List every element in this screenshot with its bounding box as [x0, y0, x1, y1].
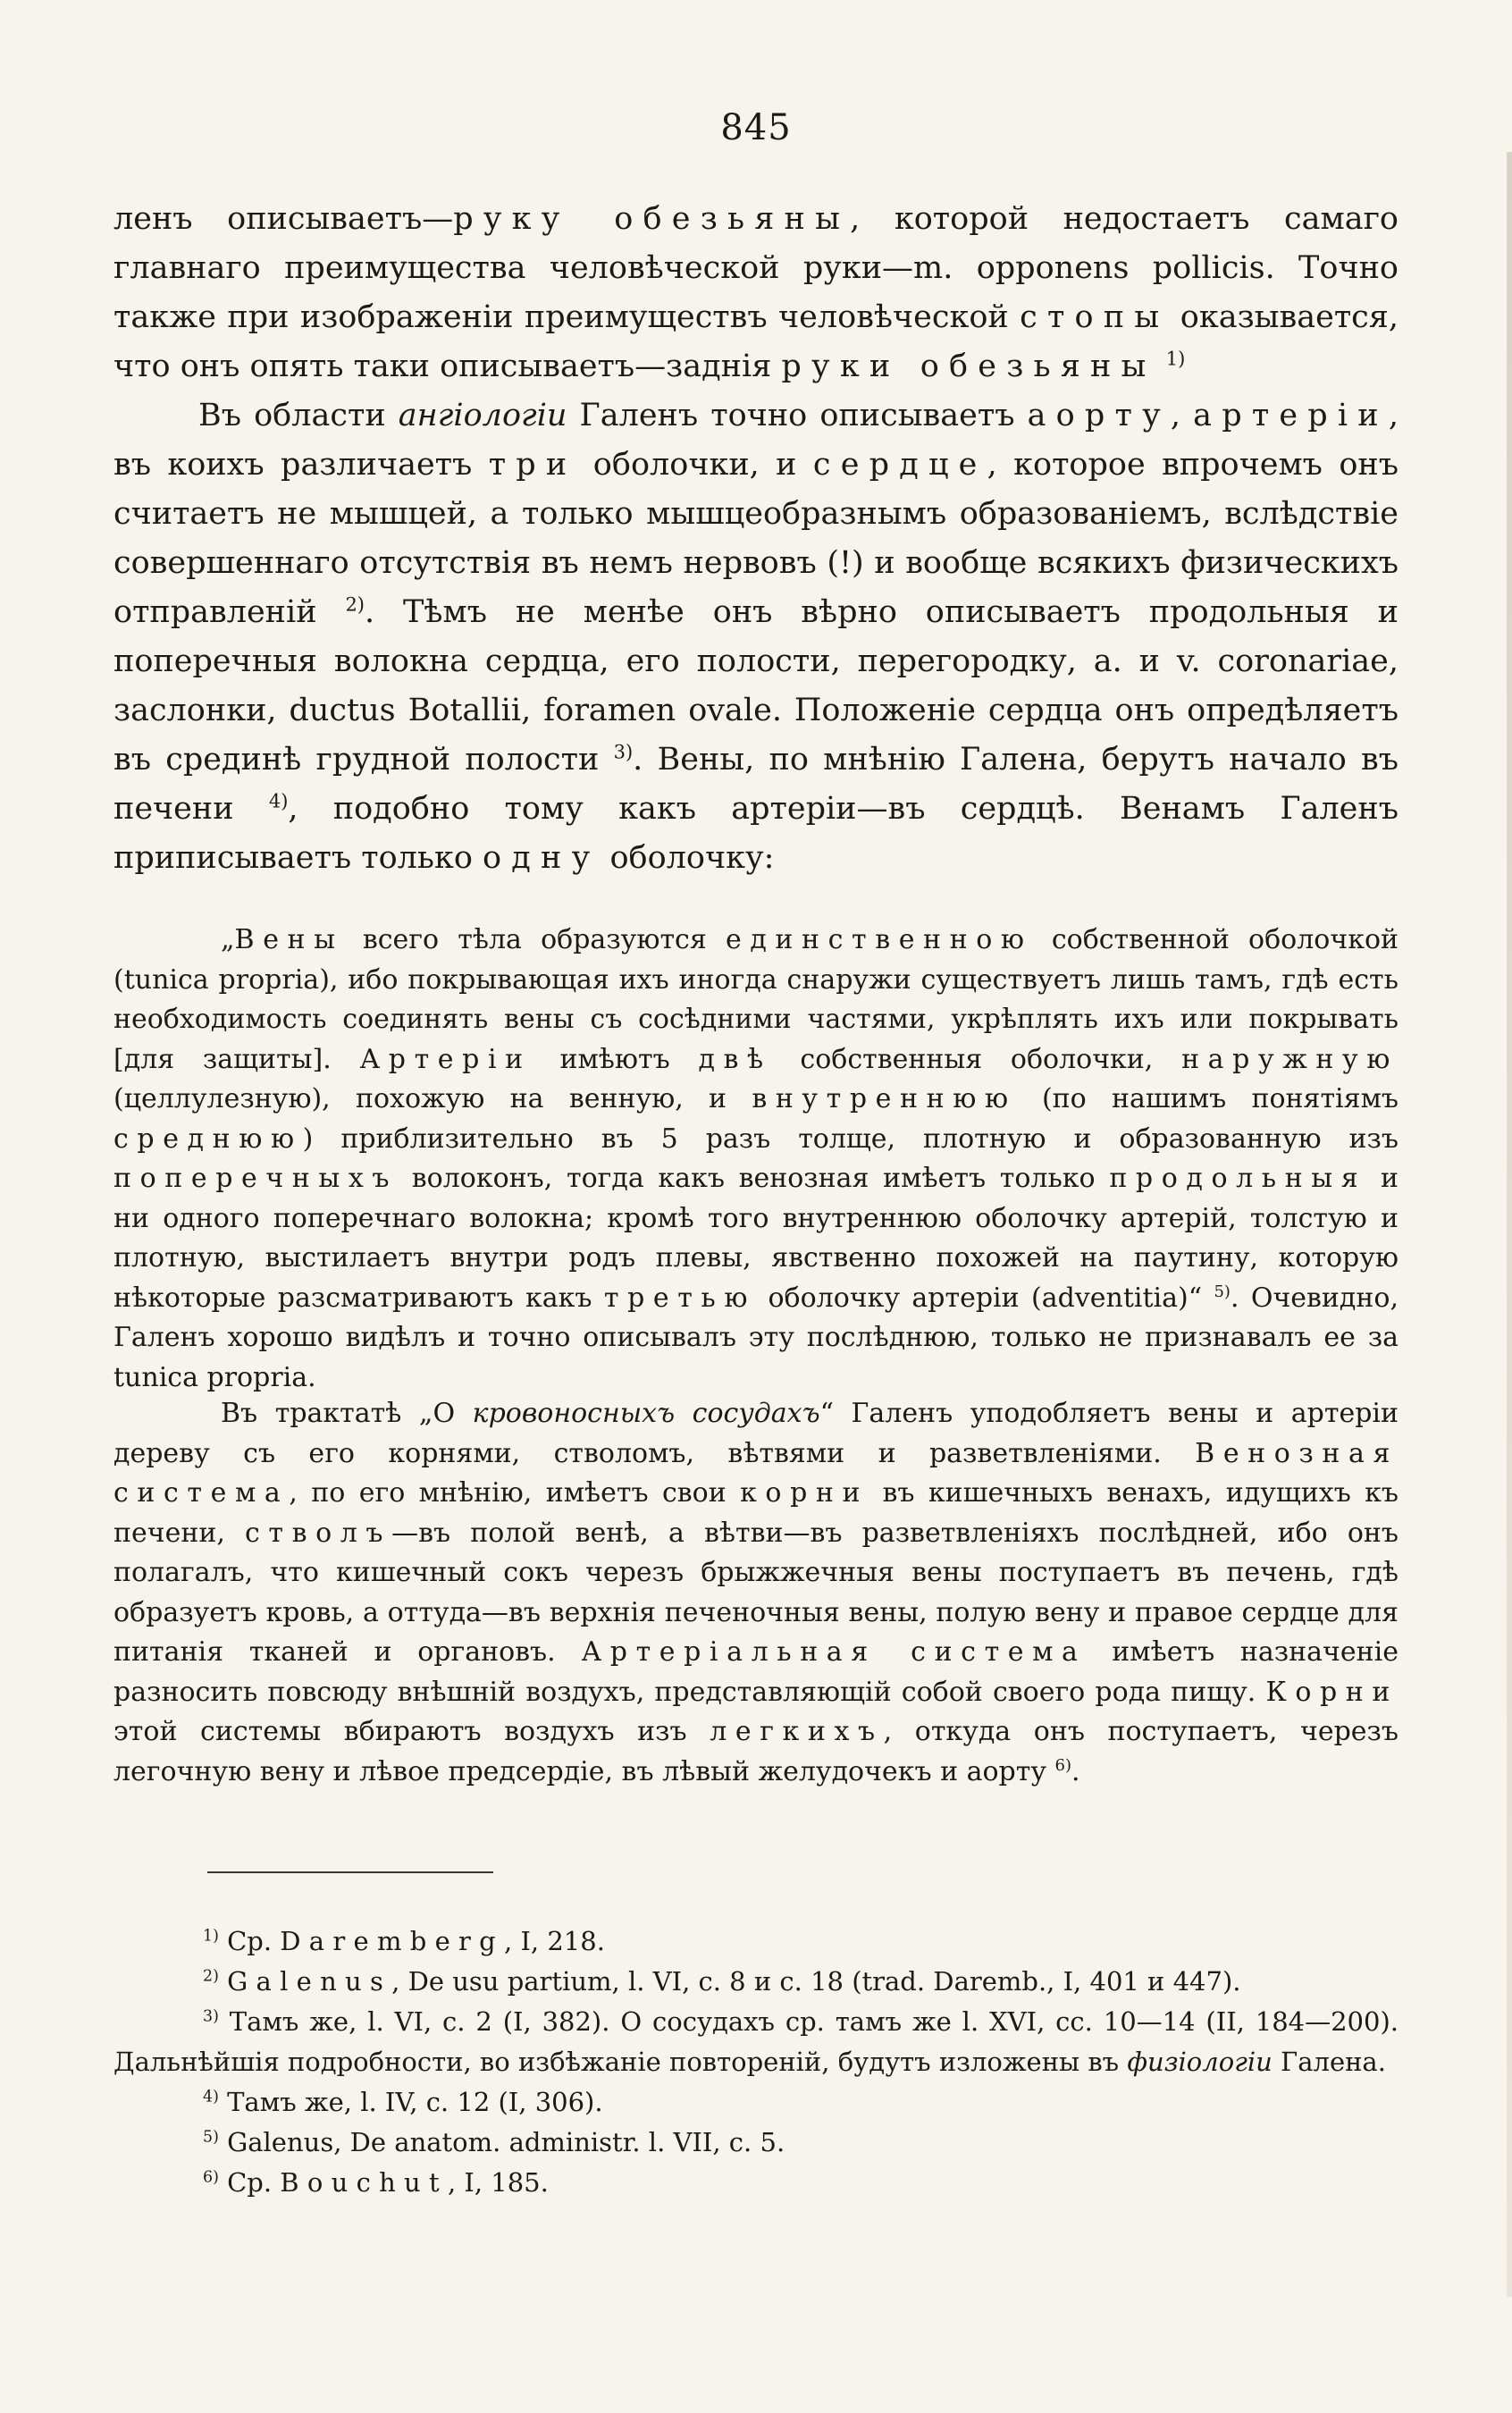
page-edge-shadow: [1507, 152, 1512, 2297]
spaced-term: корни: [740, 1477, 869, 1509]
text-run: собственныя оболочки,: [771, 1043, 1182, 1075]
text-run: оболочки, и: [576, 447, 813, 483]
footnote-1: [113, 1921, 1399, 1962]
text-run: ,: [1170, 398, 1194, 433]
text-run: этой системы вбираютъ воздухъ изъ: [113, 1716, 710, 1747]
footnote-3: [113, 2002, 1399, 2082]
text-run: , откуда онъ поступаетъ, черезъ легочную вену и лѣвое предсердіе, въ лѣвый желудочекъ и аорту: [113, 1716, 1399, 1787]
paragraph-angiology: [113, 391, 1399, 883]
text-run: (целлулезную), похожую на венную, и: [113, 1083, 752, 1114]
text-run: , которое впрочемъ онъ считаетъ не мышцей, а только мышцеобразнымъ образованіемъ, вслѣдствіе совершеннаго отсутствія въ немъ нервовъ (!) и вообще всякихъ физическихъ отправленій: [113, 447, 1399, 630]
text-run: . Вены, по мнѣнію Галена, берутъ начало въ печени: [113, 742, 1399, 827]
footnotes: [113, 1921, 1399, 2203]
text-run: оболочку артеріи (adventitia)“: [756, 1282, 1214, 1314]
spaced-term: Венозная система: [113, 1437, 1399, 1509]
treatise-text: [113, 1394, 1399, 1792]
text-run: , I, 185.: [447, 2167, 549, 2198]
text-run: ) приблизительно въ 5 разъ толще, плотную и образованную изъ: [302, 1122, 1399, 1155]
spaced-term: аорту: [1027, 398, 1171, 433]
text-run: въ кишечныхъ венахъ, идущихъ къ печени,: [113, 1477, 1399, 1549]
text-run: и ни одного поперечнаго волокна; кромѣ того внутреннюю оболочку артерій, толстую и плотную, выстилаетъ внутри родъ плевы, явственно похожей на паутину, которую нѣкоторые разсматриваютъ какъ: [113, 1163, 1399, 1314]
footnote-ref: 5): [1214, 1282, 1231, 1301]
text-run: Галена.: [1272, 2047, 1386, 2077]
spaced-term: Артеріи: [359, 1043, 532, 1075]
footnote-mark: 4): [203, 2088, 219, 2106]
italic-term: физіологіи: [1127, 2047, 1273, 2077]
text-run: , подобно тому какъ артеріи—въ сердцѣ. Венамъ Галенъ приписываетъ только: [113, 791, 1399, 876]
spaced-term: двѣ: [698, 1043, 772, 1075]
spaced-term: среднюю: [113, 1122, 303, 1155]
text-run: Тамъ же, l. IV, c. 12 (I, 306).: [218, 2087, 603, 2117]
footnote-5: [113, 2123, 1399, 2163]
footnote-ref: 6): [1054, 1755, 1072, 1775]
text-run: имѣютъ: [531, 1043, 699, 1075]
spaced-term: внутреннюю: [752, 1083, 1017, 1114]
text-run: . Очевидно, Галенъ хорошо видѣлъ и точно описывалъ эту послѣднюю, только не признавалъ ее за tunica propria.: [113, 1282, 1399, 1393]
text-run: Ср.: [218, 2167, 281, 2198]
treatise-paragraph: [113, 1394, 1399, 1792]
text-run: —въ полой венѣ, а вѣтви—въ разветвленіяхъ послѣдней, ибо онъ полагалъ, что кишечный сокъ черезъ брыжжечныя вены поступаетъ въ печень, гдѣ образуетъ кровь, а оттуда—въ верхнія печеночныя вены, полую вену и правое сердце для питанія тканей и органовъ.: [113, 1517, 1399, 1668]
spaced-term: продольныя: [1109, 1163, 1367, 1194]
text-run: волоконъ, тогда какъ венозная имѣетъ только: [398, 1163, 1110, 1194]
page-number: 845: [720, 107, 792, 148]
spaced-term: Bouchut: [280, 2167, 448, 2198]
footnote-6: [113, 2163, 1399, 2203]
footnote-ref: 3): [613, 741, 634, 763]
footnote-mark: 3): [203, 2007, 219, 2026]
text-run: „: [221, 924, 235, 955]
spaced-term: поперечныхъ: [113, 1163, 399, 1194]
text-run: оболочку:: [600, 840, 775, 876]
main-text: [113, 195, 1399, 883]
footnote-4: [113, 2082, 1399, 2123]
text-run: Ср.: [218, 1926, 281, 1956]
footnote-mark: 5): [203, 2128, 219, 2147]
footnote-divider: [207, 1871, 493, 1873]
text-run: , въ коихъ различаетъ: [113, 398, 1399, 483]
spaced-term: одну: [483, 840, 601, 876]
text-run: Въ области: [198, 398, 399, 433]
text-run: Galenus, De anatom. administr. l. VII, c. 5.: [218, 2127, 785, 2157]
text-run: [219, 1966, 227, 1997]
text-run: , I, 218.: [504, 1926, 605, 1956]
text-run: [1156, 349, 1166, 384]
text-run: , De usu partium, l. VI, c. 8 и c. 18 (trad. Daremb., I, 401 и 447).: [391, 1966, 1241, 1997]
spaced-term: Daremberg: [280, 1926, 505, 1956]
spaced-term: наружную: [1181, 1043, 1399, 1075]
spaced-term: Корни: [1265, 1676, 1399, 1708]
text-run: , по его мнѣнію, имѣетъ свои: [289, 1477, 741, 1509]
spaced-term: третью: [603, 1282, 757, 1314]
spaced-term: Вены: [234, 924, 344, 955]
spaced-term: руки обезьяны: [781, 349, 1156, 384]
spaced-term: стопы: [1020, 299, 1170, 335]
text-run: “ Галенъ уподобляетъ вены и артеріи дереву съ его корнями, стволомъ, вѣтвями и разветвленіями.: [113, 1398, 1399, 1469]
footnote-mark: 2): [203, 1967, 219, 1986]
galen-quotation: [113, 921, 1399, 1398]
spaced-term: три: [488, 447, 577, 483]
text-run: собственной оболочкой (tunica propria), ибо покрывающая ихъ иногда снаружи существуетъ лишь тамъ, гдѣ есть необходимость соединять вены съ сосѣдними частями, укрѣплять ихъ или покрывать [для защиты].: [113, 924, 1399, 1075]
paragraph-hand-foot: [113, 195, 1399, 391]
spaced-term: единственною: [725, 924, 1033, 955]
spaced-term: легкихъ: [710, 1716, 884, 1747]
text-run: , которой недостаетъ самаго главнаго преимущества человѣческой руки—m. opponens pollicis. Точно также при изображеніи преимуществъ человѣческой: [113, 201, 1399, 335]
text-run: Тамъ же, l. VI, c. 2 (I, 382). О сосудахъ ср. тамъ же l. XVI, cc. 10—14 (II, 184—200). Дальнѣйшія подробности, во избѣжаніе повтореній, будутъ изложены въ: [113, 2006, 1399, 2077]
spaced-term: Артеріальная система: [581, 1636, 1087, 1668]
italic-term: кровоносныхъ сосудахъ: [472, 1398, 820, 1429]
footnote-mark: 6): [203, 2168, 219, 2187]
text-run: Галенъ точно описываетъ: [567, 398, 1028, 433]
quotation-paragraph: [113, 921, 1399, 1398]
footnote-2: [113, 1962, 1399, 2002]
text-run: (по нашимъ понятіямъ: [1016, 1083, 1399, 1114]
footnote-ref: 4): [268, 790, 289, 812]
text-run: .: [1071, 1755, 1080, 1787]
spaced-term: руку обезьяны: [453, 201, 851, 237]
spaced-term: стволъ: [245, 1517, 392, 1549]
text-run: оказывается, что онъ опять таки описываетъ—заднія: [113, 299, 1399, 384]
spaced-term: Galenus: [227, 1966, 392, 1997]
footnote-mark: 1): [203, 1927, 219, 1946]
italic-term: ангіологіи: [398, 398, 567, 433]
spaced-term: артеріи: [1193, 398, 1389, 433]
footnote-ref: 1): [1165, 348, 1186, 370]
text-run: ленъ описываетъ—: [113, 201, 454, 237]
text-run: всего тѣла образуются: [343, 924, 726, 955]
footnote-ref: 2): [345, 593, 365, 616]
spaced-term: сердце: [812, 447, 987, 483]
text-run: имѣетъ назначеніе разносить повсюду внѣшній воздухъ, представляющій собой своего рода пищу.: [113, 1636, 1399, 1708]
text-run: Въ трактатѣ „О: [221, 1398, 473, 1429]
text-run: . Тѣмъ не менѣе онъ вѣрно описываетъ продольныя и поперечныя волокна сердца, его полости, перегородку, a. и v. coronariae, заслонки, ductus Botallii, foramen ovale. Положеніе сердца онъ опредѣляетъ въ срединѣ грудной полости: [113, 594, 1399, 778]
